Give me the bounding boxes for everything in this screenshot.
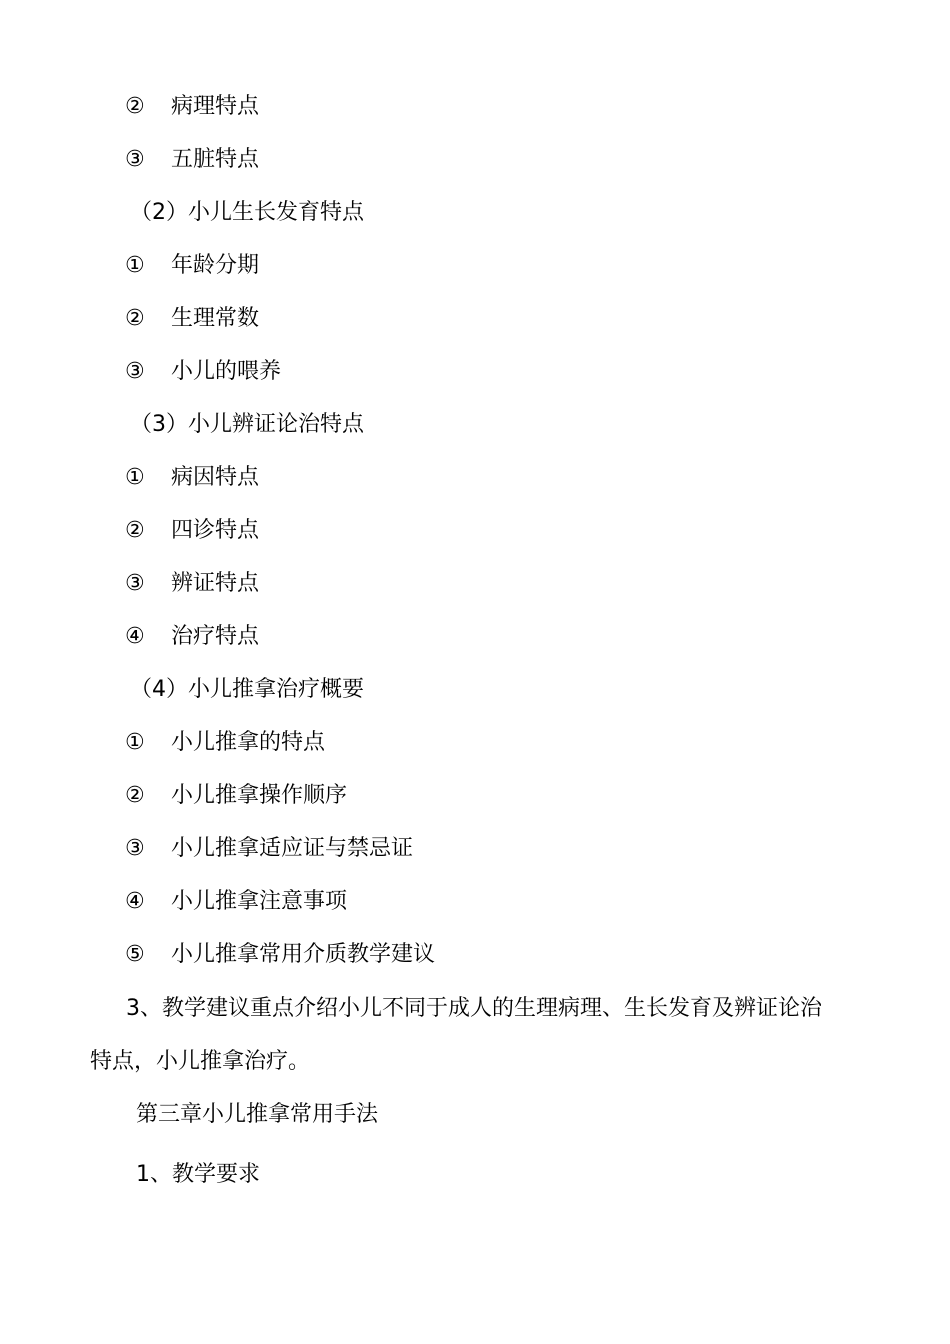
list-item [125,781,347,811]
list-item [125,516,259,546]
item-number: ⑤ [125,942,145,967]
list-item [125,304,259,334]
item-number: ② [125,783,145,808]
item-text: 年龄分期 [171,253,260,278]
item-text: 病因特点 [171,465,260,490]
item-text: 生理常数 [171,306,260,331]
subsection-heading: （4）小儿推拿治疗概要 [130,677,364,702]
list-item [125,569,259,599]
item-number: ① [125,730,145,755]
list-item [125,622,259,652]
section-heading: 1、教学要求 [136,1162,260,1187]
item-number: ④ [125,889,145,914]
item-number: ① [125,253,145,278]
chapter-title: 第三章小儿推拿常用手法 [136,1102,379,1127]
item-number: ③ [125,836,145,861]
item-text: 小儿的喂养 [171,359,282,384]
paragraph-line-1: 3、教学建议重点介绍小儿不同于成人的生理病理、生长发育及辨证论治 [126,996,822,1021]
item-text: 病理特点 [171,94,260,119]
item-text: 小儿推拿适应证与禁忌证 [171,836,414,861]
list-item [125,728,325,758]
subsection-heading: （3）小儿辨证论治特点 [130,412,364,437]
list-item [125,251,259,281]
list-item [125,940,435,970]
item-number: ② [125,518,145,543]
item-text: 治疗特点 [171,624,260,649]
item-text: 小儿推拿注意事项 [171,889,348,914]
item-text: 小儿推拿常用介质教学建议 [171,942,436,967]
item-text: 小儿推拿的特点 [171,730,326,755]
item-text: 辨证特点 [171,571,260,596]
item-number: ④ [125,624,145,649]
item-number: ③ [125,359,145,384]
list-item [125,463,259,493]
list-item [125,145,259,175]
list-item [125,887,347,917]
list-item [125,834,413,864]
item-text: 小儿推拿操作顺序 [171,783,348,808]
item-number: ③ [125,147,145,172]
item-number: ① [125,465,145,490]
item-number: ③ [125,571,145,596]
list-item [125,92,259,122]
item-number: ② [125,94,145,119]
subsection-heading: （2）小儿生长发育特点 [130,200,364,225]
item-text: 四诊特点 [171,518,260,543]
paragraph-line-2: 特点，小儿推拿治疗。 [90,1049,311,1074]
list-item [125,357,281,387]
item-number: ② [125,306,145,331]
item-text: 五脏特点 [171,147,260,172]
